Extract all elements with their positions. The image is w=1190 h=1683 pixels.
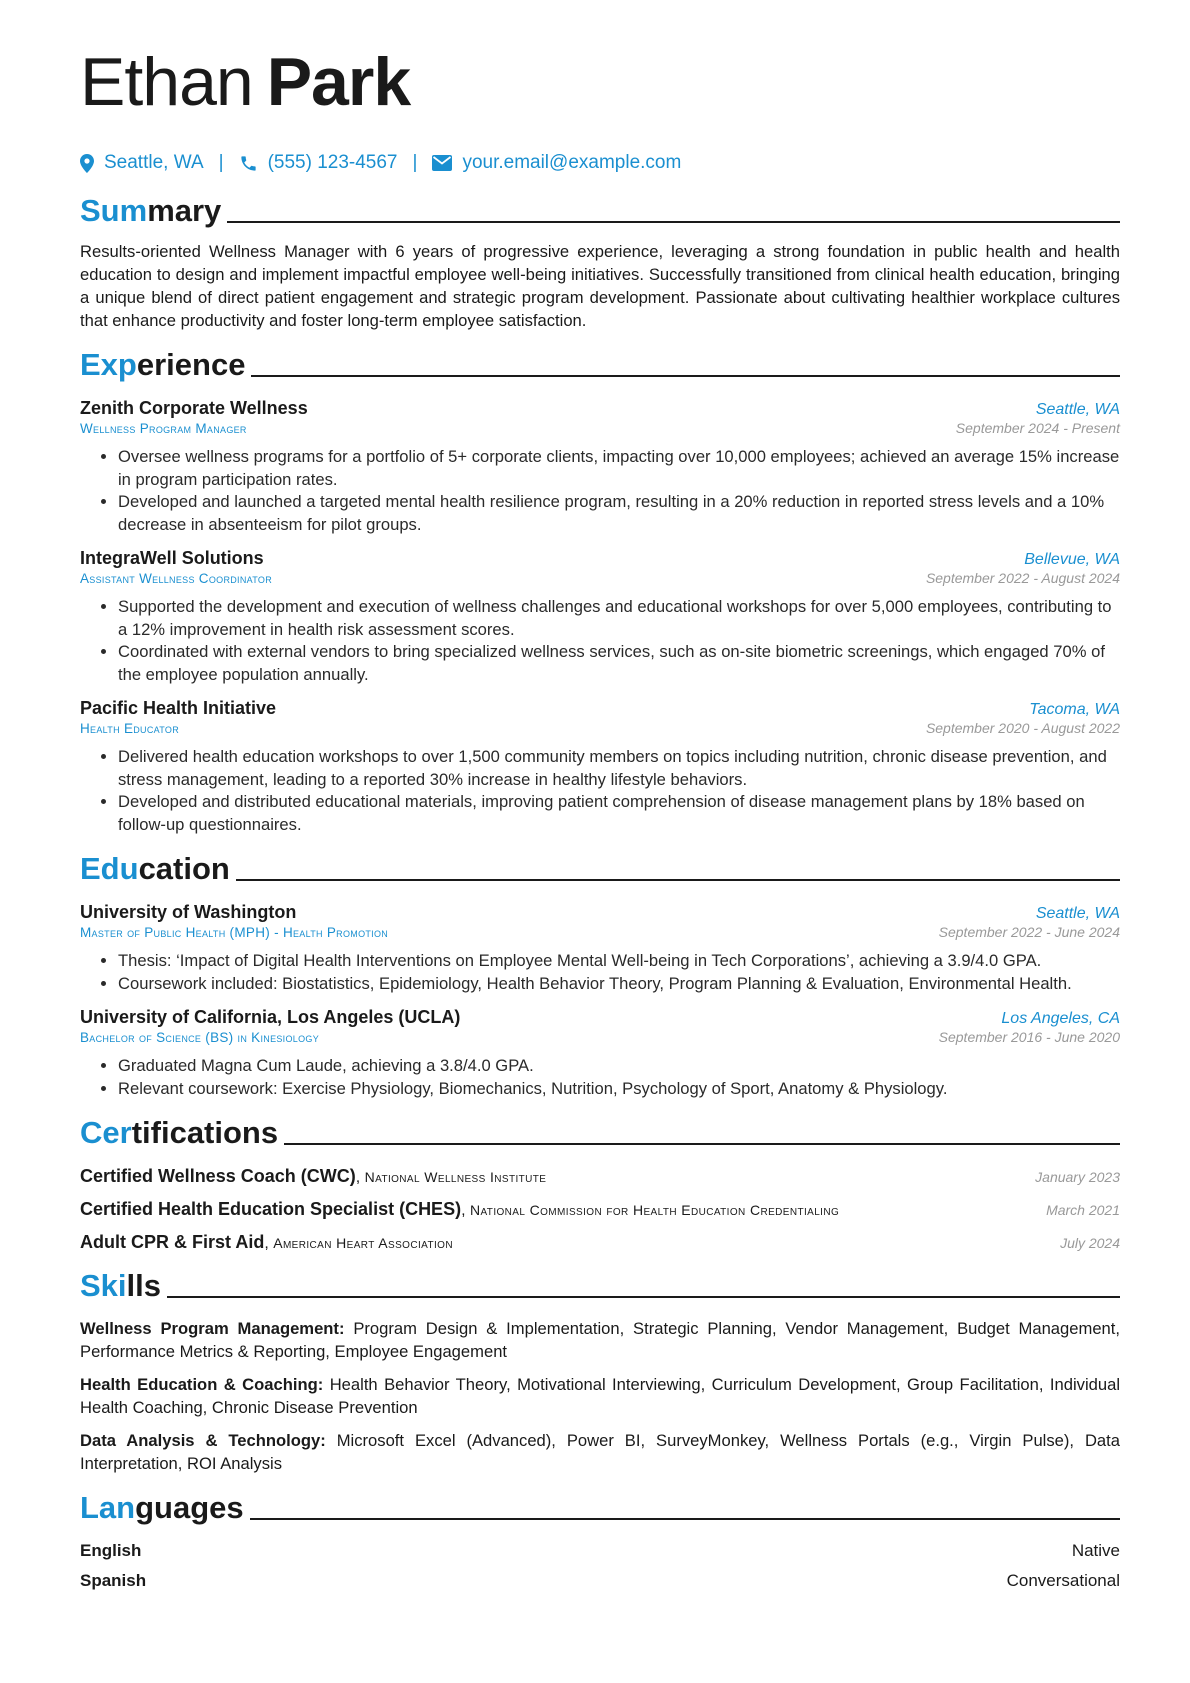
title-accent: Lan [80, 1490, 136, 1525]
candidate-name [80, 42, 1120, 122]
experience-entry [80, 698, 1120, 836]
language-name: Spanish [80, 1571, 147, 1590]
bullet-item: • Developed and distributed educational materials, improving patient comprehension of disease management plans by 18% based on follow-up questionnaires. [118, 791, 1120, 836]
phone-icon [239, 154, 258, 173]
section-heading [80, 1483, 1120, 1527]
languages-section [80, 1483, 1120, 1591]
skills-list [80, 1317, 1120, 1475]
organization: Zenith Corporate Wellness [80, 398, 308, 418]
job-title: Health Educator [80, 721, 180, 736]
language-list [80, 1541, 1120, 1591]
bullet-item: • Thesis: ‘Impact of Digital Health Interventions on Employee Mental Well-being in Tech Corporations’, achieving a 3.9/4.0 GPA. [118, 950, 1120, 973]
skill-group [80, 1429, 1120, 1475]
entry-location: Los Angeles, CA [1001, 1010, 1120, 1027]
skill-items: Microsoft Excel (Advanced), Power BI, SurveyMonkey, Wellness Portals (e.g., Virgin Pulse), Data Interpretation, ROI Analysis [80, 1431, 1120, 1473]
skill-group [80, 1373, 1120, 1419]
institution: University of Washington [80, 902, 297, 922]
section-rule [284, 1143, 1120, 1145]
section-title [80, 1489, 244, 1527]
certification-name: Adult CPR & First Aid [80, 1232, 265, 1252]
certification-date: January 2023 [1035, 1169, 1120, 1185]
summary-text: Results-oriented Wellness Manager with 6 years of progressive experience, leveraging a strong foundation in public health and health education to design and implement impactful employee well-being initiatives. Successfully transitioned from clinical health education, bringing a unique blend of direct patient engagement and strategic program development. Passionate about cultivating healthier workplace cultures that enhance productivity and foster long-term employee satisfaction. [80, 242, 1120, 330]
bullet-list [80, 446, 1120, 536]
education-entry [80, 902, 1120, 995]
language-level: Native [1071, 1541, 1120, 1560]
education-list [80, 902, 1120, 1100]
map-pin-icon [80, 154, 94, 173]
last-name: Park [266, 44, 411, 120]
bullet-list [80, 596, 1120, 686]
skill-category: Data Analysis & Technology: [80, 1431, 326, 1450]
institution: University of California, Los Angeles (UCLA) [80, 1007, 461, 1027]
section-rule [227, 221, 1120, 223]
entry-location: Seattle, WA [1035, 401, 1120, 418]
email-link[interactable]: your.email@example.com [462, 152, 682, 173]
skill-category: Wellness Program Management: [80, 1319, 345, 1338]
contact-location [80, 152, 204, 174]
entry-location: Bellevue, WA [1024, 551, 1120, 568]
section-heading [80, 1261, 1120, 1305]
experience-entry [80, 398, 1120, 536]
skill-group [80, 1317, 1120, 1363]
bullet-list [80, 746, 1120, 836]
language-name: English [80, 1541, 142, 1560]
title-accent: Cer [80, 1115, 132, 1150]
certification-date: March 2021 [1046, 1202, 1120, 1218]
title-accent: Edu [80, 851, 139, 886]
bullet-list [80, 950, 1120, 995]
section-heading [80, 844, 1120, 888]
language-level: Conversational [1006, 1571, 1120, 1590]
title-rest: erience [136, 347, 246, 382]
section-title [80, 1114, 278, 1152]
section-rule [167, 1296, 1120, 1298]
organization: IntegraWell Solutions [80, 548, 264, 568]
job-title: Wellness Program Manager [80, 421, 247, 436]
bullet-item: • Relevant coursework: Exercise Physiology, Biomechanics, Nutrition, Psychology of Sport, Anatomy & Physiology. [118, 1078, 1120, 1101]
section-title [80, 1267, 161, 1305]
certification-issuer: American Heart Association [273, 1235, 453, 1251]
bullet-item: • Developed and launched a targeted mental health resilience program, resulting in a 20% reduction in reported stress levels and a 10% decrease in absenteeism for pilot groups. [118, 491, 1120, 536]
degree: Bachelor of Science (BS) in Kinesiology [80, 1030, 319, 1045]
contact-separator: | [218, 152, 224, 173]
title-rest: lls [126, 1268, 161, 1303]
skills-section [80, 1261, 1120, 1475]
section-title [80, 346, 245, 384]
certification-entry: Certified Health Education Specialist (CHES), National Commission for Health Education Credentialing March 2021 [80, 1199, 1120, 1219]
title-accent: Ski [80, 1268, 127, 1303]
certification-entry: Adult CPR & First Aid, American Heart Association July 2024 [80, 1232, 1120, 1252]
title-rest: tifications [131, 1115, 279, 1150]
section-heading [80, 186, 1120, 230]
resume-page [80, 42, 1120, 1591]
section-rule [236, 879, 1120, 881]
entry-location: Seattle, WA [1035, 905, 1120, 922]
bullet-item: • Delivered health education workshops to over 1,500 community members on topics including nutrition, chronic disease prevention, and stress management, leading to a reported 30% increase in healthy lifestyle behaviors. [118, 746, 1120, 791]
first-name: Ethan [80, 44, 253, 120]
certifications-section [80, 1108, 1120, 1253]
experience-section [80, 340, 1120, 836]
contact-email[interactable] [432, 152, 681, 174]
section-title [80, 192, 221, 230]
section-heading [80, 340, 1120, 384]
envelope-icon [432, 155, 452, 171]
degree: Master of Public Health (MPH) - Health Promotion [80, 925, 389, 940]
education-section [80, 844, 1120, 1100]
entry-date: September 2024 - Present [955, 420, 1120, 436]
contact-phone[interactable] [239, 152, 398, 174]
bullet-item: • Graduated Magna Cum Laude, achieving a 3.8/4.0 GPA. [118, 1055, 1120, 1078]
bullet-item: • Coordinated with external vendors to bring specialized wellness services, such as on-site biometric screenings, which engaged 70% of the employee population annually. [118, 641, 1120, 686]
certification-name: Certified Health Education Specialist (CHES) [80, 1199, 462, 1219]
title-rest: cation [138, 851, 230, 886]
experience-entry [80, 548, 1120, 686]
certification-name: Certified Wellness Coach (CWC) [80, 1166, 356, 1186]
entry-date: September 2022 - August 2024 [925, 570, 1120, 586]
section-rule [251, 375, 1120, 377]
job-title: Assistant Wellness Coordinator [80, 571, 273, 586]
certification-issuer: National Commission for Health Education Credentialing [469, 1202, 840, 1218]
experience-list [80, 398, 1120, 836]
bullet-item: • Oversee wellness programs for a portfolio of 5+ corporate clients, impacting over 10,000 employees; achieved an average 15% increase in program participation rates. [118, 446, 1120, 491]
entry-date: September 2020 - August 2022 [925, 720, 1120, 736]
section-rule [250, 1518, 1120, 1520]
section-title [80, 850, 230, 888]
title-accent: Sum [80, 193, 148, 228]
phone-text: (555) 123-4567 [267, 152, 398, 173]
title-accent: Exp [80, 347, 137, 382]
skill-items: Health Behavior Theory, Motivational Interviewing, Curriculum Development, Group Facilitation, Individual Health Coaching, Chronic Disease Prevention [80, 1375, 1121, 1417]
education-entry [80, 1007, 1120, 1100]
summary-section [80, 186, 1120, 332]
certification-issuer: National Wellness Institute [364, 1169, 547, 1185]
language-entry [80, 1571, 1120, 1591]
contact-separator: | [412, 152, 418, 173]
entry-date: September 2016 - June 2020 [938, 1029, 1120, 1045]
organization: Pacific Health Initiative [80, 698, 277, 718]
language-entry [80, 1541, 1120, 1561]
skill-category: Health Education & Coaching: [80, 1375, 324, 1394]
title-rest: mary [147, 193, 222, 228]
bullet-item: • Supported the development and execution of wellness challenges and educational workshops for over 5,000 employees, contributing to a 12% improvement in health risk assessment scores. [118, 596, 1120, 641]
certification-date: July 2024 [1060, 1235, 1120, 1251]
entry-date: September 2022 - June 2024 [938, 924, 1120, 940]
section-heading [80, 1108, 1120, 1152]
contact-bar [80, 148, 1120, 178]
certification-entry: Certified Wellness Coach (CWC), National Wellness Institute January 2023 [80, 1166, 1120, 1186]
bullet-list [80, 1055, 1120, 1100]
skill-items: Program Design & Implementation, Strategic Planning, Vendor Management, Budget Management, Performance Metrics & Reporting, Employee Engagement [80, 1319, 1120, 1361]
entry-location: Tacoma, WA [1029, 701, 1120, 718]
title-rest: guages [135, 1490, 244, 1525]
location-text: Seattle, WA [104, 152, 204, 173]
bullet-item: • Coursework included: Biostatistics, Epidemiology, Health Behavior Theory, Program Planning & Evaluation, Environmental Health. [118, 973, 1120, 996]
certification-list [80, 1166, 1120, 1253]
